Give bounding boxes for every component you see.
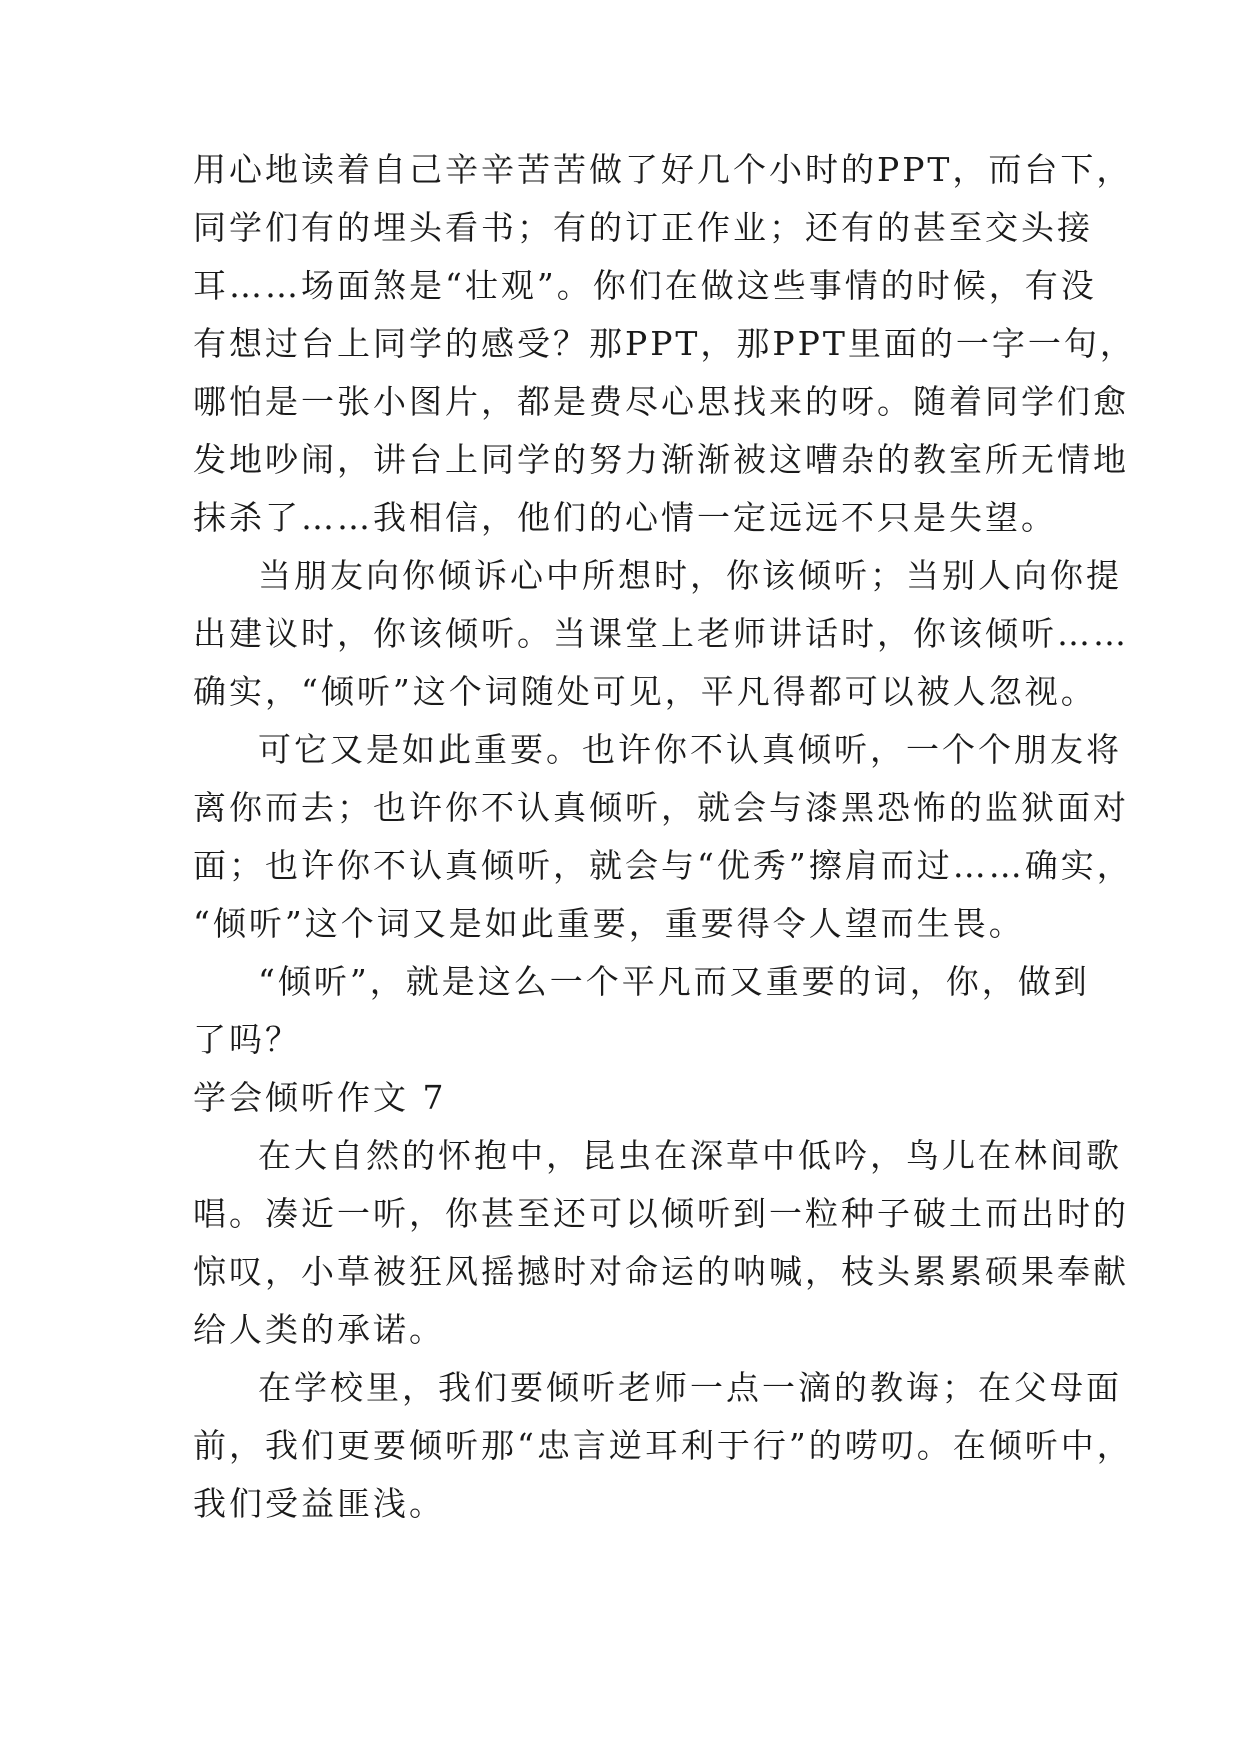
paragraph-line: 离你而去；也许你不认真倾听，就会与漆黑恐怖的监狱面对 [193, 788, 1129, 827]
paragraph-line: 发地吵闹，讲台上同学的努力渐渐被这嘈杂的教室所无情地 [193, 440, 1129, 479]
paragraph-line: 有想过台上同学的感受？那PPT，那PPT里面的一字一句， [193, 324, 1136, 363]
paragraph-line: 同学们有的埋头看书；有的订正作业；还有的甚至交头接 [193, 208, 1093, 247]
paragraph-line: 可它又是如此重要。也许你不认真倾听，一个个朋友将 [258, 730, 1122, 769]
paragraph-line: 惊叹，小草被狂风摇撼时对命运的呐喊，枝头累累硕果奉献 [193, 1252, 1129, 1291]
paragraph-line: 给人类的承诺。 [193, 1310, 445, 1349]
paragraph-line: 耳……场面煞是“壮观”。你们在做这些事情的时候，有没 [193, 266, 1097, 305]
paragraph-line: 唱。凑近一听，你甚至还可以倾听到一粒种子破土而出时的 [193, 1194, 1129, 1233]
paragraph-line: 了吗？ [193, 1020, 301, 1059]
paragraph-line: “倾听”这个词又是如此重要，重要得令人望而生畏。 [193, 904, 1025, 943]
paragraph-line: 当朋友向你倾诉心中所想时，你该倾听；当别人向你提 [258, 556, 1122, 595]
paragraph-line: 在大自然的怀抱中，昆虫在深草中低吟，鸟儿在林间歌 [258, 1136, 1122, 1175]
paragraph-line: “倾听”，就是这么一个平凡而又重要的词，你，做到 [258, 962, 1090, 1001]
paragraph-line: 前，我们更要倾听那“忠言逆耳利于行”的唠叨。在倾听中， [193, 1426, 1133, 1465]
paragraph-line: 抹杀了……我相信，他们的心情一定远远不只是失望。 [193, 498, 1057, 537]
paragraph-line: 我们受益匪浅。 [193, 1484, 445, 1523]
paragraph-line: 确实，“倾听”这个词随处可见，平凡得都可以被人忽视。 [193, 672, 1097, 711]
paragraph-line: 面；也许你不认真倾听，就会与“优秀”擦肩而过……确实， [193, 846, 1133, 885]
paragraph-line: 出建议时，你该倾听。当课堂上老师讲话时，你该倾听…… [193, 614, 1129, 653]
section-heading: 学会倾听作文 7 [193, 1078, 447, 1117]
paragraph-line: 用心地读着自己辛辛苦苦做了好几个小时的PPT，而台下， [193, 150, 1133, 189]
paragraph-line: 在学校里，我们要倾听老师一点一滴的教诲；在父母面 [258, 1368, 1122, 1407]
paragraph-line: 哪怕是一张小图片，都是费尽心思找来的呀。随着同学们愈 [193, 382, 1129, 421]
